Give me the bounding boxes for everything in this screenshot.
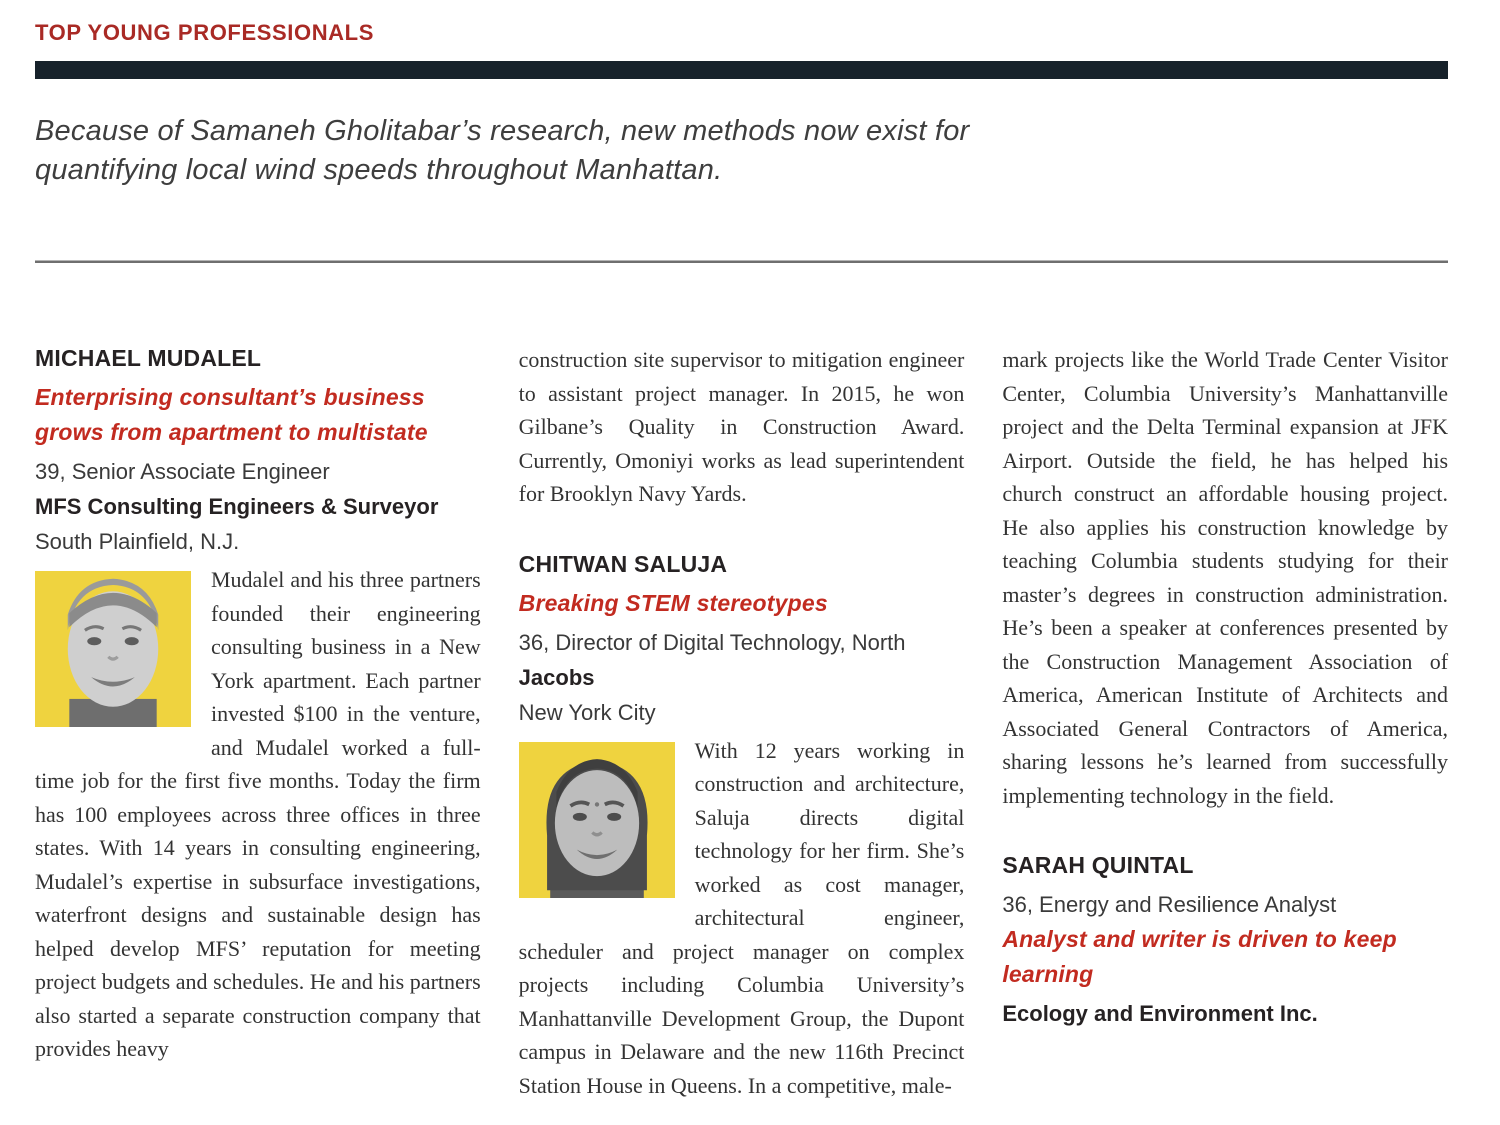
profile-company: Ecology and Environment Inc. (1002, 1001, 1318, 1026)
profile-body (519, 734, 965, 1103)
headshot-face-illustration (519, 742, 675, 898)
profile-block (1002, 850, 1448, 1031)
profile-company: MFS Consulting Engineers & Surveyor (35, 494, 439, 519)
masthead-bar (35, 61, 1448, 79)
profile-body-text: With 12 years working in construction and architecture, Saluja directs digital technology for her firm. She’s worked as cost manager, architectural engineer, scheduler and project manager on complex projects including Columbia University’s Manhattanville Development Group, the Dupont campus in Delaware and the new 116th Precinct Station House in Queens. In a competitive, male- (518, 737, 965, 1098)
continuation-paragraph: mark projects like the World Trade Center Visitor Center, Columbia University’s Manhattanville project and the Delta Terminal expansion at JFK Airport. Outside the field, he has helped his church construct an affordable housing project. He also applies his construction knowledge by teaching Columbia students studying for their master’s degrees in construction administration. He’s been a speaker at conferences presented by the Construction Management Association of America, American Institute of Architects and Associated General Contractors of America, sharing lessons he’s learned from successfully implementing technology in the field. (1002, 347, 1449, 808)
profile-body (35, 563, 481, 1066)
profile-company: Jacobs (518, 664, 595, 690)
profile-block (519, 549, 965, 1103)
section-label: TOP YOUNG PROFESSIONALS (35, 20, 374, 45)
profile-location: South Plainfield, N.J. (35, 529, 240, 554)
column-2 (519, 343, 965, 1102)
article-columns (35, 343, 1448, 1102)
profile-body-text: Mudalel and his three partners founded their engineering consulting business in a New York apartment. Each partner invested $100 in the venture, and Mudalel worked a full-time job for the first five months. Today the firm has 100 employees across three offices in three states. With 14 years in consulting engineering, Mudalel’s expertise in subsurface investigations, waterfront designs and sustainable design has helped develop MFS’ reputation for meeting project budgets and schedules. He and his partners also started a separate construction company that provides heavy (35, 567, 481, 1061)
deck-text: Because of Samaneh Gholitabar’s research, new methods now exist for quantifying local wind speeds throughout Manhattan. (35, 115, 970, 186)
chitwan-saluja-headshot (519, 742, 675, 898)
profile-headline: Analyst and writer is driven to keep learning (1002, 926, 1397, 987)
profile-name: SARAH QUINTAL (1002, 852, 1194, 878)
profile-location: New York City (518, 699, 656, 725)
profile-age-title: 39, Senior Associate Engineer (35, 459, 330, 484)
michael-mudalel-headshot (35, 571, 191, 727)
profile-age-title: 36, Director of Digital Technology, North (518, 629, 906, 655)
column-1 (35, 343, 481, 1102)
continuation-paragraph: construction site supervisor to mitigation engineer to assistant project manager. In 2015, he won Gilbane’s Quality in Construction Award. Currently, Omoniyi works as lead superintendent for Brooklyn Navy Yards. (518, 347, 965, 506)
horizontal-rule (35, 260, 1448, 263)
profile-age-title: 36, Energy and Resilience Analyst (1002, 892, 1337, 917)
headshot-face-illustration (35, 571, 191, 727)
profile-headline: Breaking STEM stereotypes (518, 589, 828, 616)
profile-headline: Enterprising consultant’s business grows from apartment to multistate (35, 384, 428, 445)
profile-name: MICHAEL MUDALEL (35, 345, 262, 371)
column-3 (1002, 343, 1448, 1102)
profile-name: CHITWAN SALUJA (518, 550, 728, 577)
